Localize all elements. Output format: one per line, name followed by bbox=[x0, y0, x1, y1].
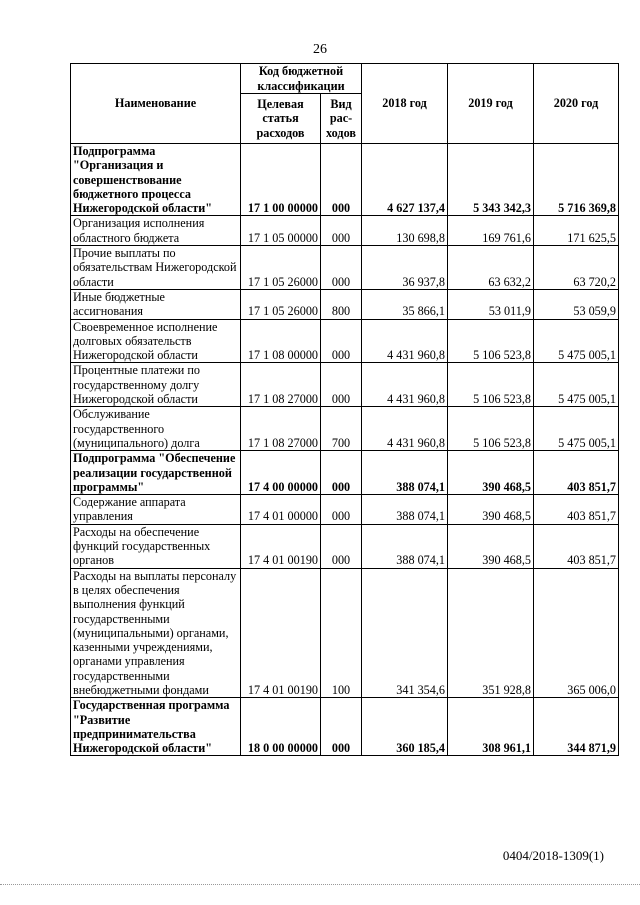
row-value-2020: 5 716 369,8 bbox=[534, 144, 619, 216]
row-value-2019: 390 468,5 bbox=[448, 451, 534, 495]
header-2018: 2018 год bbox=[362, 64, 448, 144]
row-target-code: 17 1 08 27000 bbox=[241, 407, 321, 451]
row-value-2018: 360 185,4 bbox=[362, 698, 448, 756]
table-row bbox=[71, 144, 619, 216]
header-name: Наименование bbox=[71, 64, 241, 144]
table-row bbox=[71, 495, 619, 525]
table-row bbox=[71, 246, 619, 290]
row-name: Своевременное исполнение долговых обязательств Нижегородской области bbox=[71, 319, 241, 363]
row-expense-type: 000 bbox=[321, 216, 362, 246]
row-name: Обслуживание государственного (муниципального) долга bbox=[71, 407, 241, 451]
row-expense-type: 000 bbox=[321, 495, 362, 525]
row-value-2019: 390 468,5 bbox=[448, 524, 534, 568]
row-value-2019: 390 468,5 bbox=[448, 495, 534, 525]
row-value-2018: 130 698,8 bbox=[362, 216, 448, 246]
row-expense-type: 700 bbox=[321, 407, 362, 451]
row-value-2019: 5 106 523,8 bbox=[448, 363, 534, 407]
row-value-2018: 4 431 960,8 bbox=[362, 363, 448, 407]
row-target-code: 17 1 05 26000 bbox=[241, 289, 321, 319]
row-expense-type: 000 bbox=[321, 319, 362, 363]
scan-artifact-line bbox=[0, 884, 640, 885]
row-value-2018: 388 074,1 bbox=[362, 451, 448, 495]
row-value-2020: 63 720,2 bbox=[534, 246, 619, 290]
row-value-2019: 351 928,8 bbox=[448, 568, 534, 698]
row-value-2018: 388 074,1 bbox=[362, 524, 448, 568]
row-name: Подпрограмма "Обеспечение реализации государственной программы" bbox=[71, 451, 241, 495]
row-name: Расходы на обеспечение функций государственных органов bbox=[71, 524, 241, 568]
row-target-code: 17 1 05 00000 bbox=[241, 216, 321, 246]
row-target-code: 17 1 08 27000 bbox=[241, 363, 321, 407]
row-value-2020: 171 625,5 bbox=[534, 216, 619, 246]
row-expense-type: 800 bbox=[321, 289, 362, 319]
row-name: Подпрограмма "Организация и совершенствование бюджетного процесса Нижегородской области" bbox=[71, 144, 241, 216]
table-row bbox=[71, 363, 619, 407]
budget-table bbox=[70, 63, 619, 756]
header-vid: Вид рас- ходов bbox=[321, 94, 362, 144]
row-name: Иные бюджетные ассигнования bbox=[71, 289, 241, 319]
row-value-2019: 5 106 523,8 bbox=[448, 407, 534, 451]
row-expense-type: 000 bbox=[321, 246, 362, 290]
row-expense-type: 100 bbox=[321, 568, 362, 698]
row-value-2019: 63 632,2 bbox=[448, 246, 534, 290]
row-value-2018: 36 937,8 bbox=[362, 246, 448, 290]
row-value-2019: 5 343 342,3 bbox=[448, 144, 534, 216]
row-name: Содержание аппарата управления bbox=[71, 495, 241, 525]
row-name: Организация исполнения областного бюджета bbox=[71, 216, 241, 246]
row-value-2018: 341 354,6 bbox=[362, 568, 448, 698]
row-value-2020: 5 475 005,1 bbox=[534, 319, 619, 363]
page-number: 26 bbox=[313, 42, 327, 57]
row-value-2019: 308 961,1 bbox=[448, 698, 534, 756]
row-name: Государственная программа "Развитие предпринимательства Нижегородской области" bbox=[71, 698, 241, 756]
table-row bbox=[71, 698, 619, 756]
table-row bbox=[71, 289, 619, 319]
row-value-2019: 53 011,9 bbox=[448, 289, 534, 319]
row-target-code: 17 4 00 00000 bbox=[241, 451, 321, 495]
row-target-code: 17 1 08 00000 bbox=[241, 319, 321, 363]
row-value-2018: 388 074,1 bbox=[362, 495, 448, 525]
row-name: Расходы на выплаты персоналу в целях обеспечения выполнения функций государственными (муниципальными) органами, казенными учреждениями, органами управления государственными внебюджетными фондами bbox=[71, 568, 241, 698]
row-value-2020: 403 851,7 bbox=[534, 495, 619, 525]
row-value-2018: 4 431 960,8 bbox=[362, 407, 448, 451]
row-value-2020: 5 475 005,1 bbox=[534, 407, 619, 451]
header-code-group: Код бюджетной классификации bbox=[241, 64, 362, 94]
row-value-2020: 403 851,7 bbox=[534, 451, 619, 495]
row-value-2019: 169 761,6 bbox=[448, 216, 534, 246]
table-row bbox=[71, 319, 619, 363]
row-expense-type: 000 bbox=[321, 698, 362, 756]
row-target-code: 17 4 01 00190 bbox=[241, 568, 321, 698]
row-value-2019: 5 106 523,8 bbox=[448, 319, 534, 363]
row-name: Процентные платежи по государственному долгу Нижегородской области bbox=[71, 363, 241, 407]
table-row bbox=[71, 451, 619, 495]
row-value-2020: 365 006,0 bbox=[534, 568, 619, 698]
header-2019: 2019 год bbox=[448, 64, 534, 144]
row-expense-type: 000 bbox=[321, 524, 362, 568]
row-expense-type: 000 bbox=[321, 144, 362, 216]
table-row bbox=[71, 568, 619, 698]
row-value-2020: 403 851,7 bbox=[534, 524, 619, 568]
header-target: Целевая статья расходов bbox=[241, 94, 321, 144]
row-expense-type: 000 bbox=[321, 451, 362, 495]
row-target-code: 18 0 00 00000 bbox=[241, 698, 321, 756]
footer-code: 0404/2018-1309(1) bbox=[502, 848, 604, 863]
row-target-code: 17 1 00 00000 bbox=[241, 144, 321, 216]
table-row bbox=[71, 524, 619, 568]
row-value-2020: 53 059,9 bbox=[534, 289, 619, 319]
header-2020: 2020 год bbox=[534, 64, 619, 144]
row-value-2018: 4 431 960,8 bbox=[362, 319, 448, 363]
row-value-2018: 4 627 137,4 bbox=[362, 144, 448, 216]
row-target-code: 17 1 05 26000 bbox=[241, 246, 321, 290]
row-name: Прочие выплаты по обязательствам Нижегородской области bbox=[71, 246, 241, 290]
row-value-2018: 35 866,1 bbox=[362, 289, 448, 319]
row-expense-type: 000 bbox=[321, 363, 362, 407]
row-target-code: 17 4 01 00190 bbox=[241, 524, 321, 568]
row-value-2020: 5 475 005,1 bbox=[534, 363, 619, 407]
table-body bbox=[71, 144, 619, 756]
row-target-code: 17 4 01 00000 bbox=[241, 495, 321, 525]
row-value-2020: 344 871,9 bbox=[534, 698, 619, 756]
table-row bbox=[71, 407, 619, 451]
table-row bbox=[71, 216, 619, 246]
